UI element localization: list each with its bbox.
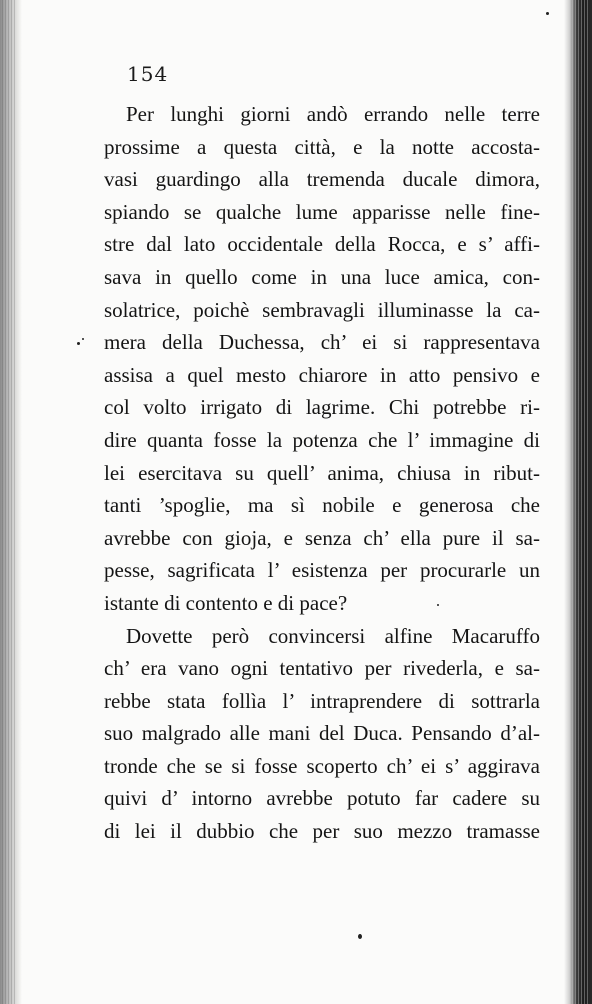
text-line: avrebbe con gioja, e senza ch’ ella pure il sa- <box>104 525 540 550</box>
text-line: assisa a quel mesto chiarore in atto pensivo e <box>104 362 540 387</box>
ink-speck <box>546 12 549 15</box>
text-line: istante di contento e di pace? <box>104 590 348 615</box>
ink-speck <box>358 934 362 939</box>
text-line: vasi guardingo alla tremenda ducale dimora, <box>104 167 540 192</box>
text-line: spiando se qualche lume apparisse nelle fine- <box>104 199 540 224</box>
text-line: prossime a questa città, e la notte accosta- <box>104 134 540 159</box>
text-line: Dovette però convincersi alfine Macaruffo <box>126 623 540 648</box>
text-line: quivi d’ intorno avrebbe potuto far cadere su <box>104 786 540 811</box>
text-line: rebbe stata follìa l’ intraprendere di sottrarla <box>104 688 540 713</box>
page-edge-texture <box>572 0 588 1004</box>
text-line: stre dal lato occidentale della Rocca, e s’ affi- <box>104 232 540 257</box>
text-line: tanti ’spoglie, ma sì nobile e generosa che <box>104 493 540 518</box>
page-number: 154 <box>127 62 169 86</box>
text-line: di lei il dubbio che per suo mezzo tramasse <box>104 819 540 844</box>
text-line: mera della Duchessa, ch’ ei si rappresentava <box>104 330 540 355</box>
text-line: ch’ era vano ogni tentativo per rivederla, e sa- <box>104 656 540 681</box>
ink-speck <box>77 342 80 345</box>
text-line: col volto irrigato di lagrime. Chi potrebbe ri- <box>104 395 540 420</box>
ink-speck <box>437 604 439 606</box>
text-line: solatrice, poichè sembravagli illuminasse la ca- <box>104 297 540 322</box>
text-line: sava in quello come in una luce amica, con- <box>104 264 540 289</box>
text-line: Per lunghi giorni andò errando nelle terre <box>126 102 540 126</box>
text-line: tronde che se si fosse scoperto ch’ ei s’ aggirava <box>104 753 540 778</box>
binding-gutter-texture <box>2 0 16 1004</box>
text-line: lei esercitava su quell’ anima, chiusa in ribut- <box>104 460 540 485</box>
body-text <box>104 98 540 848</box>
text-line: dire quanta fosse la potenza che l’ immagine di <box>104 427 540 452</box>
ink-speck <box>82 338 84 340</box>
text-line: suo malgrado alle mani del Duca. Pensando d’al- <box>104 721 540 746</box>
text-line: pesse, sagrificata l’ esistenza per procurarle un <box>104 558 540 583</box>
